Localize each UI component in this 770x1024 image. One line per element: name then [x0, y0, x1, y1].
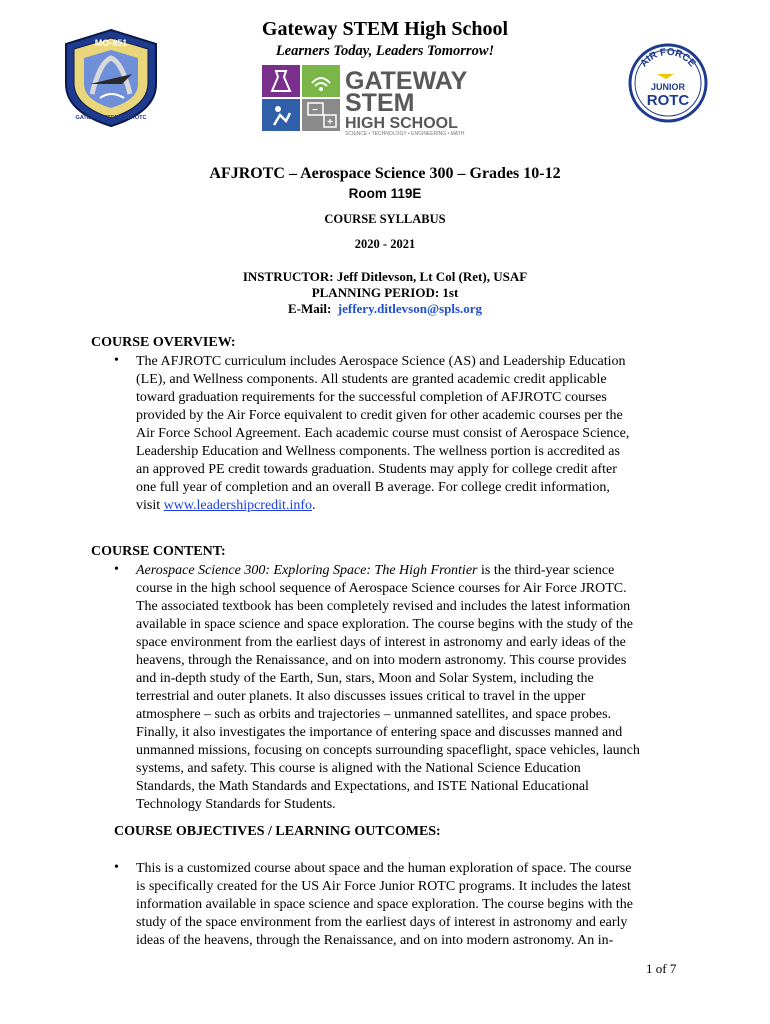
overview-line: an approved PE credit towards graduation. Students may apply for college credit after — [136, 462, 617, 477]
overview-line: Air Force School Agreement. Each academic course must consist of Aerospace Science, — [136, 426, 630, 441]
email-label: E-Mail: — [287, 301, 332, 316]
syllabus-label: COURSE SYLLABUS — [324, 212, 446, 226]
logo-line2: STEM — [345, 89, 415, 117]
overview-line — [136, 497, 684, 515]
overview-paragraph — [136, 353, 684, 515]
overview-visit-text: visit — [136, 498, 164, 513]
instructor-line: INSTRUCTOR: Jeff Ditlevson, Lt Col (Ret), USAF — [242, 269, 528, 284]
content-line: unmanned missions, focusing on concepts surrounding spaceflight, space vehicles, launch — [136, 743, 640, 758]
content-first-line-rest: is the third-year science — [477, 563, 615, 578]
overview-line: (LE), and Wellness components. All students are granted academic credit applicable — [136, 372, 607, 387]
content-line: Technology Standards for Students. — [136, 797, 336, 812]
overview-line: Leadership Education and Wellness components. The wellness portion is accredited as — [136, 444, 620, 459]
room-number: Room 119E — [348, 186, 422, 201]
air-force-junior-rotc-seal-icon — [628, 43, 708, 123]
email-line — [0, 301, 770, 317]
overview-line: provided by the Air Force equivalent to credit given for other academic courses per the — [136, 408, 623, 423]
objectives-line: This is a customized course about space and the human exploration of space. The course — [136, 861, 632, 876]
right-seal-arc-text: AIR FORCE — [638, 46, 698, 70]
svg-text:+: + — [327, 117, 333, 128]
content-heading: COURSE CONTENT: — [91, 544, 226, 559]
gateway-stem-logo — [262, 65, 508, 135]
content-line: Standards, the Math Standards and Expectations, and ISTE National Educational — [136, 779, 589, 794]
planning-period-line: PLANNING PERIOD: 1st — [311, 285, 459, 300]
school-name: Gateway STEM High School — [261, 18, 509, 40]
logo-tagline: SCIENCE • TECHNOLOGY • ENGINEERING • MATH — [345, 131, 465, 135]
logo-line3: HIGH SCHOOL — [345, 115, 458, 132]
content-line: Finally, it also investigates the importance of entering space and discusses manned and — [136, 725, 623, 740]
logo-line1: GATEWAY — [345, 67, 468, 95]
email-link[interactable]: jeffery.ditlevson@spls.org — [337, 301, 483, 316]
page-number: 1 of 7 — [646, 961, 677, 976]
right-seal-line1: JUNIOR — [650, 82, 686, 92]
left-seal-top-text: MO-851 — [94, 38, 128, 48]
instructor-block — [0, 269, 770, 317]
overview-line: The AFJROTC curriculum includes Aerospace Science (AS) and Leadership Education — [136, 354, 626, 369]
course-title: AFJROTC – Aerospace Science 300 – Grades 10-12 — [209, 165, 561, 182]
objectives-line: study of the space environment from the earliest days of interest in astronomy and early — [136, 915, 628, 930]
content-line: terrestrial and outer planets. It also discusses issues critical to travel in the upper — [136, 689, 586, 704]
content-line — [136, 562, 684, 580]
content-line: course in the high school sequence of Aerospace Science courses for Air Force JROTC. — [136, 581, 627, 596]
objectives-paragraph — [136, 860, 684, 950]
content-line: and in-depth study of the Earth, Sun, stars, Moon and Solar System, including the — [136, 671, 594, 686]
overview-bullet: • — [114, 353, 119, 368]
overview-line: one full year of completion and an overall B average. For college credit information, — [136, 480, 610, 495]
overview-line: toward graduation requirements for the successful completion of AFJROTC courses — [136, 390, 607, 405]
content-line: systems, and safety. This course is aligned with the National Science Education — [136, 761, 581, 776]
objectives-line: information available in space science and space exploration. The course begins with the — [136, 897, 633, 912]
objectives-line: is specifically created for the US Air Force Junior ROTC programs. It includes the latest — [136, 879, 631, 894]
overview-period: . — [312, 498, 316, 513]
afjrotc-unit-seal-icon — [60, 28, 162, 128]
content-line: available in space science and space exploration. The course begins with the study of the — [136, 617, 633, 632]
content-line: heavens, through the Renaissance, and on into modern astronomy. This course provides — [136, 653, 627, 668]
svg-text:−: − — [312, 105, 318, 116]
overview-heading: COURSE OVERVIEW: — [91, 335, 236, 350]
content-line: space environment from the earliest days of interest in astronomy and early ideas of the — [136, 635, 626, 650]
right-seal-line2: ROTC — [646, 92, 690, 109]
course-textbook-title: Aerospace Science 300: Exploring Space: The High Frontier — [136, 563, 478, 578]
objectives-bullet: • — [114, 860, 119, 875]
leadershipcredit-link[interactable]: www.leadershipcredit.info — [163, 498, 312, 513]
left-seal-bottom-text: GATEWAY STEM AFJROTC — [75, 115, 147, 121]
objectives-line: ideas of the heavens, through the Renaissance, and on into modern astronomy. An in- — [136, 933, 614, 948]
content-line: The associated textbook has been completely revised and includes the latest information — [136, 599, 631, 614]
objectives-heading: COURSE OBJECTIVES / LEARNING OUTCOMES: — [114, 824, 441, 839]
content-line: atmosphere – such as orbits and trajectories – unmanned satellites, and space probes. — [136, 707, 612, 722]
school-year: 2020 - 2021 — [354, 237, 416, 251]
school-motto: Learners Today, Leaders Tomorrow! — [275, 43, 495, 59]
content-bullet: • — [114, 562, 119, 577]
content-paragraph — [136, 562, 684, 814]
